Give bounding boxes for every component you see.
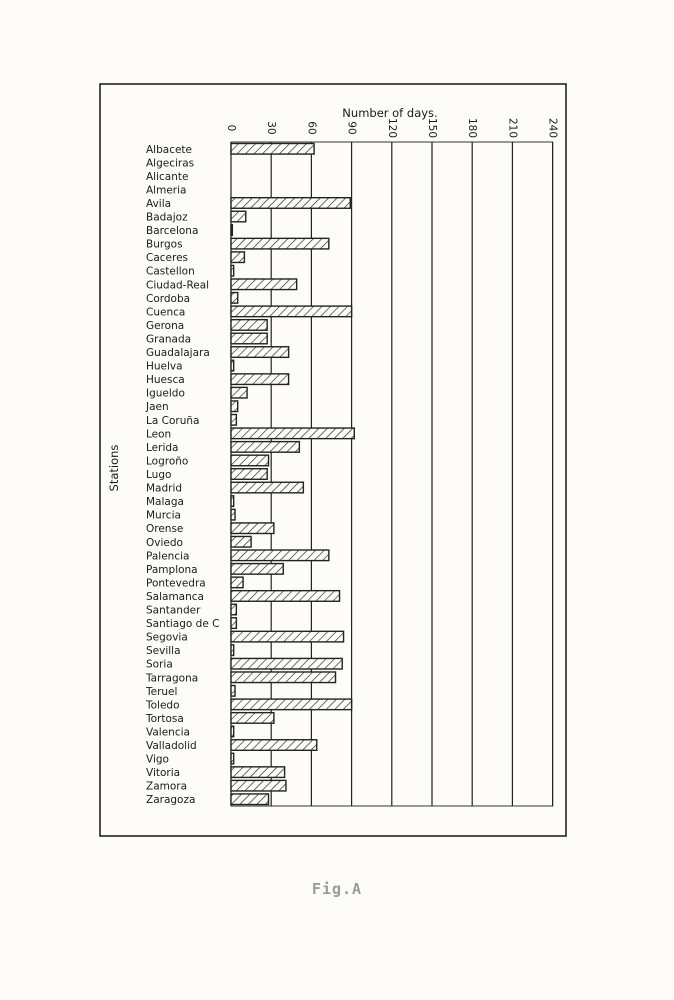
bar [231,279,297,290]
bar [231,306,352,317]
bar [231,618,236,629]
bar [231,333,267,344]
bar [231,536,251,547]
category-label: Segovia [146,631,188,644]
bar [231,509,235,520]
category-label: Caceres [146,252,189,265]
category-label: Toledo [146,699,180,712]
bar [231,658,342,669]
bar [231,225,232,236]
bar [231,604,236,615]
bar [231,564,283,575]
bar [231,686,235,697]
bar [231,550,329,561]
category-label: Valencia [146,726,190,739]
bar [231,252,244,263]
category-label: La Coruña [146,414,200,427]
bar [231,360,234,371]
y-axis-title: Stations [107,444,121,492]
x-axis-title: Number of days. [342,106,438,120]
bar [231,238,329,249]
bar [231,401,238,412]
x-tick-label: 150 [426,117,438,139]
bar [231,726,234,737]
category-label: Madrid [146,482,183,495]
category-label: Almeria [146,184,187,197]
category-label: Santiago de C [146,618,220,631]
bar [231,753,234,764]
category-label: Palencia [146,550,190,563]
category-label: Sevilla [146,645,181,658]
category-label: Badajoz [146,211,188,224]
bar [231,523,274,534]
category-label: Granada [146,333,192,346]
category-label: Malaga [146,496,184,509]
bar [231,645,234,656]
category-label: Cordoba [146,292,191,305]
bar [231,415,236,426]
category-label: Tortosa [146,712,184,725]
x-tick-label: 240 [546,117,559,139]
bar [231,347,289,358]
x-tick-label: 30 [265,121,278,135]
category-label: Castellon [146,265,195,278]
category-label: Barcelona [146,225,199,238]
bar [231,740,317,751]
category-label: Logroño [146,455,189,468]
bar [231,631,344,642]
bar [231,211,246,222]
x-tick-label: 210 [506,117,519,139]
category-label: Soria [146,658,173,671]
category-label: Gerona [146,319,185,332]
category-label: Alicante [146,170,189,183]
bar [231,265,234,276]
category-label: Ciudad-Real [146,279,210,292]
figure-caption: Fig.A [311,880,363,898]
bar [231,455,269,466]
bar [231,442,299,453]
bar [231,374,289,385]
category-label: Lugo [146,469,172,481]
bar [231,387,247,398]
category-label: Orense [146,523,184,536]
category-label: Jaen [146,401,169,414]
category-label: Murcia [146,509,181,522]
x-tick-label: 0 [225,124,237,132]
bar [231,767,285,778]
category-label: Pamplona [146,563,198,576]
category-label: Cuenca [146,306,186,319]
category-label: Zaragoza [146,794,196,807]
bar [231,293,238,304]
bar [231,794,269,805]
bar [231,713,274,724]
category-label: Avila [146,197,172,210]
category-label: Algeciras [146,157,195,170]
category-label: Teruel [146,685,178,698]
x-tick-label: 60 [305,121,318,135]
category-label: Salamanca [146,590,204,603]
category-label: Vigo [146,753,169,766]
category-label: Albacete [146,143,193,156]
category-label: Tarragona [146,672,199,685]
x-tick-label: 180 [466,117,479,139]
category-label: Igueldo [146,387,185,400]
bar [231,428,354,439]
category-label: Huelva [146,360,183,373]
bar [231,198,350,209]
bar [231,591,340,602]
bar [231,320,267,331]
category-label: Burgos [146,238,183,251]
bar [231,143,314,154]
category-label: Vitoria [146,767,181,780]
category-label: Huesca [146,374,185,387]
category-label: Lerida [146,441,179,454]
bar [231,577,243,588]
category-label: Valladolid [146,740,197,753]
bar [231,469,267,480]
bar [231,482,303,493]
bar [231,699,352,710]
x-tick-label: 90 [345,121,358,135]
bar [231,780,286,791]
category-label: Guadalajara [146,347,210,360]
category-label: Santander [146,604,201,617]
bar [231,672,336,683]
x-tick-label: 120 [385,117,398,139]
category-label: Pontevedra [146,577,206,590]
category-label: Zamora [146,780,188,793]
bar [231,496,234,507]
category-label: Leon [146,428,172,441]
category-label: Oviedo [146,536,183,549]
